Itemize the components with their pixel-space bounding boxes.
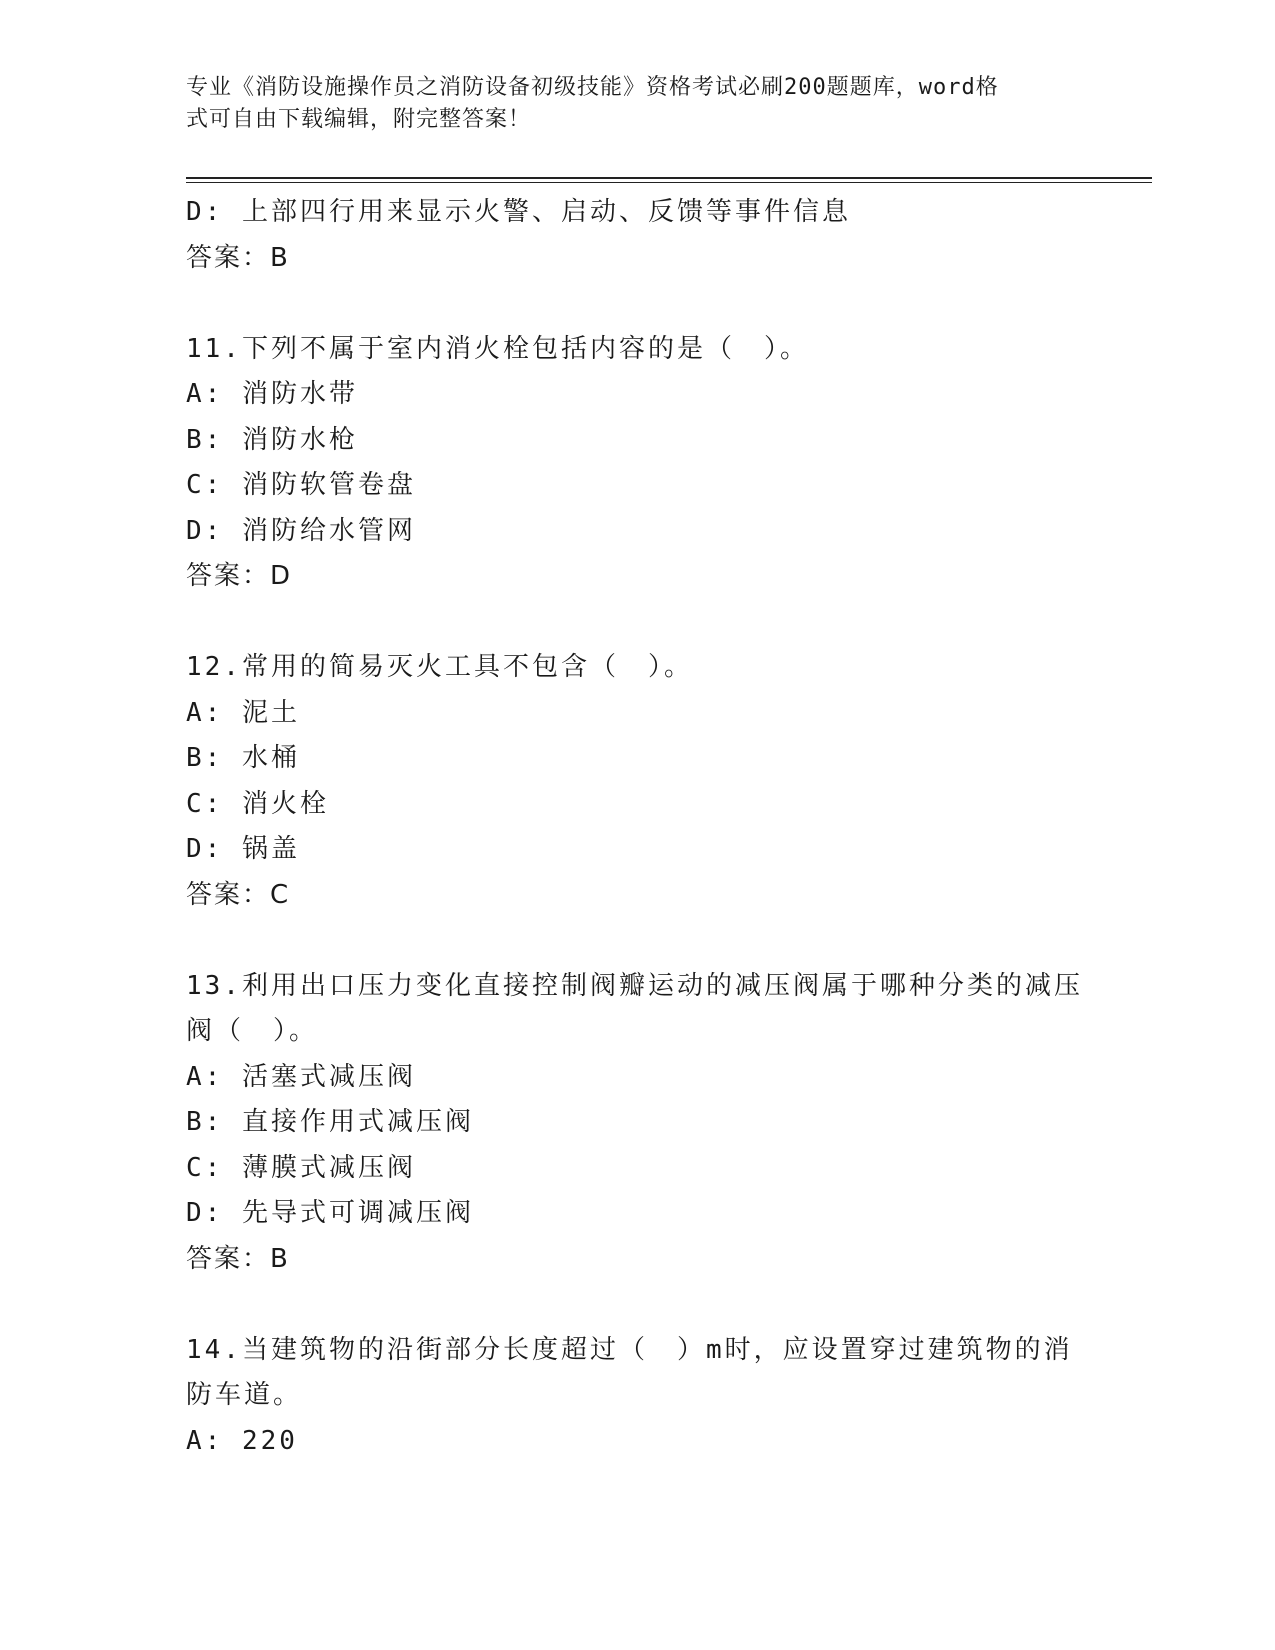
header-line-2: 式可自由下载编辑，附完整答案！: [186, 107, 532, 132]
question-stem-line-1: 13.利用出口压力变化直接控制阀瓣运动的减压阀属于哪种分类的减压: [186, 970, 1083, 1001]
header-divider-thick: [186, 177, 1152, 179]
option-b: B: 水桶: [186, 743, 300, 773]
answer: 答案：B: [186, 242, 290, 273]
spacer: [186, 1282, 1086, 1328]
option-d: D: 先导式可调减压阀: [186, 1198, 474, 1228]
answer: 答案：C: [186, 879, 291, 910]
option-c: C: 消防软管卷盘: [186, 470, 416, 500]
header-line-1: 专业《消防设施操作员之消防设备初级技能》资格考试必刷200题题库，word格: [186, 75, 999, 100]
option-c: C: 消火栓: [186, 788, 329, 819]
spacer: [186, 600, 1086, 646]
option-d: D: 锅盖: [186, 834, 300, 864]
header-divider-thin: [186, 182, 1152, 183]
option-c: C: 薄膜式减压阀: [186, 1152, 416, 1183]
option-a: A: 220: [186, 1425, 298, 1456]
option-b: B: 消防水枪: [186, 424, 358, 455]
option-b: B: 直接作用式减压阀: [186, 1107, 474, 1137]
option-a: A: 消防水带: [186, 379, 358, 409]
question-stem: 11.下列不属于室内消火栓包括内容的是（ ）。: [186, 333, 809, 364]
option-a: A: 泥土: [186, 697, 300, 728]
question-stem-line-2: 阀（ ）。: [186, 1016, 319, 1046]
option-a: A: 活塞式减压阀: [186, 1061, 416, 1092]
question-stem: 12.常用的简易灭火工具不包含（ ）。: [186, 652, 693, 682]
question-stem-line-2: 防车道。: [186, 1380, 303, 1410]
question-list: [186, 190, 1086, 1464]
answer: 答案：B: [186, 1243, 290, 1274]
option-d: D: 消防给水管网: [186, 515, 416, 546]
spacer: [186, 918, 1086, 964]
answer: 答案：D: [186, 561, 293, 591]
spacer: [186, 281, 1086, 327]
question-stem-line-1: 14.当建筑物的沿街部分长度超过（ ）m时，应设置穿过建筑物的消: [186, 1334, 1073, 1365]
option-d: D: 上部四行用来显示火警、启动、反馈等事件信息: [186, 197, 851, 227]
document-header: [186, 72, 1066, 136]
